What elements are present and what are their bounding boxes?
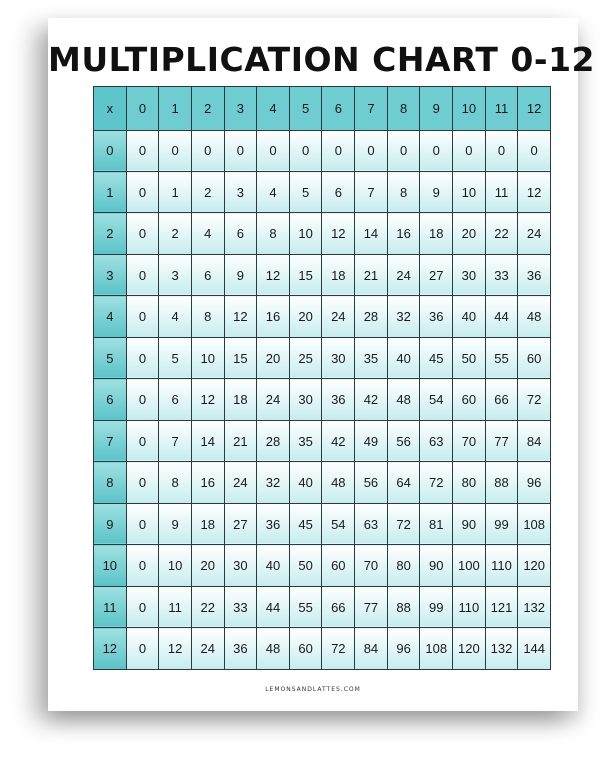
- table-row: [94, 254, 551, 295]
- product-cell: 4: [191, 213, 224, 254]
- product-cell: 42: [355, 379, 388, 420]
- product-cell: 54: [420, 379, 453, 420]
- product-cell: 48: [387, 379, 420, 420]
- product-cell: 40: [257, 545, 290, 586]
- product-cell: 50: [453, 337, 486, 378]
- product-cell: 0: [355, 130, 388, 171]
- product-cell: 80: [387, 545, 420, 586]
- product-cell: 66: [485, 379, 518, 420]
- product-cell: 0: [126, 503, 159, 544]
- product-cell: 72: [387, 503, 420, 544]
- table-row: [94, 213, 551, 254]
- product-cell: 121: [485, 586, 518, 627]
- product-cell: 12: [224, 296, 257, 337]
- product-cell: 0: [322, 130, 355, 171]
- row-header-9: 9: [94, 503, 127, 544]
- product-cell: 32: [387, 296, 420, 337]
- product-cell: 1: [159, 172, 192, 213]
- product-cell: 63: [420, 420, 453, 461]
- product-cell: 96: [518, 462, 551, 503]
- product-cell: 49: [355, 420, 388, 461]
- column-header-10: 10: [453, 87, 486, 131]
- row-header-11: 11: [94, 586, 127, 627]
- product-cell: 0: [126, 462, 159, 503]
- product-cell: 6: [322, 172, 355, 213]
- product-cell: 48: [518, 296, 551, 337]
- row-header-8: 8: [94, 462, 127, 503]
- column-header-4: 4: [257, 87, 290, 131]
- table-row: [94, 628, 551, 670]
- product-cell: 56: [355, 462, 388, 503]
- product-cell: 30: [322, 337, 355, 378]
- product-cell: 90: [420, 545, 453, 586]
- product-cell: 72: [322, 628, 355, 670]
- product-cell: 21: [355, 254, 388, 295]
- corner-cell: x: [94, 87, 127, 131]
- product-cell: 0: [126, 296, 159, 337]
- product-cell: 28: [355, 296, 388, 337]
- product-cell: 24: [257, 379, 290, 420]
- product-cell: 96: [387, 628, 420, 670]
- product-cell: 15: [224, 337, 257, 378]
- product-cell: 16: [387, 213, 420, 254]
- product-cell: 45: [420, 337, 453, 378]
- product-cell: 0: [257, 130, 290, 171]
- product-cell: 0: [126, 337, 159, 378]
- product-cell: 32: [257, 462, 290, 503]
- product-cell: 12: [518, 172, 551, 213]
- product-cell: 10: [289, 213, 322, 254]
- table-row: [94, 296, 551, 337]
- product-cell: 132: [485, 628, 518, 670]
- product-cell: 33: [224, 586, 257, 627]
- product-cell: 70: [355, 545, 388, 586]
- product-cell: 24: [191, 628, 224, 670]
- product-cell: 15: [289, 254, 322, 295]
- row-header-7: 7: [94, 420, 127, 461]
- product-cell: 0: [453, 130, 486, 171]
- product-cell: 33: [485, 254, 518, 295]
- product-cell: 55: [289, 586, 322, 627]
- product-cell: 88: [387, 586, 420, 627]
- product-cell: 70: [453, 420, 486, 461]
- product-cell: 22: [485, 213, 518, 254]
- product-cell: 22: [191, 586, 224, 627]
- product-cell: 20: [453, 213, 486, 254]
- product-cell: 0: [159, 130, 192, 171]
- column-header-2: 2: [191, 87, 224, 131]
- product-cell: 24: [322, 296, 355, 337]
- product-cell: 7: [159, 420, 192, 461]
- table-row: [94, 586, 551, 627]
- product-cell: 0: [126, 628, 159, 670]
- column-header-9: 9: [420, 87, 453, 131]
- product-cell: 9: [224, 254, 257, 295]
- page-title: MULTIPLICATION CHART 0-12: [48, 40, 596, 79]
- product-cell: 50: [289, 545, 322, 586]
- multiplication-table: [93, 86, 551, 670]
- row-header-1: 1: [94, 172, 127, 213]
- product-cell: 0: [126, 172, 159, 213]
- row-header-3: 3: [94, 254, 127, 295]
- product-cell: 77: [355, 586, 388, 627]
- column-header-3: 3: [224, 87, 257, 131]
- product-cell: 55: [485, 337, 518, 378]
- product-cell: 0: [126, 545, 159, 586]
- product-cell: 8: [387, 172, 420, 213]
- product-cell: 5: [159, 337, 192, 378]
- product-cell: 36: [420, 296, 453, 337]
- product-cell: 36: [224, 628, 257, 670]
- product-cell: 110: [453, 586, 486, 627]
- product-cell: 0: [485, 130, 518, 171]
- product-cell: 77: [485, 420, 518, 461]
- product-cell: 60: [322, 545, 355, 586]
- product-cell: 4: [159, 296, 192, 337]
- product-cell: 40: [453, 296, 486, 337]
- product-cell: 144: [518, 628, 551, 670]
- product-cell: 16: [191, 462, 224, 503]
- product-cell: 12: [257, 254, 290, 295]
- product-cell: 120: [453, 628, 486, 670]
- product-cell: 36: [322, 379, 355, 420]
- product-cell: 8: [257, 213, 290, 254]
- column-header-12: 12: [518, 87, 551, 131]
- product-cell: 25: [289, 337, 322, 378]
- product-cell: 35: [289, 420, 322, 461]
- product-cell: 56: [387, 420, 420, 461]
- product-cell: 6: [159, 379, 192, 420]
- product-cell: 108: [420, 628, 453, 670]
- column-header-6: 6: [322, 87, 355, 131]
- product-cell: 44: [257, 586, 290, 627]
- product-cell: 48: [322, 462, 355, 503]
- product-cell: 84: [355, 628, 388, 670]
- product-cell: 4: [257, 172, 290, 213]
- product-cell: 80: [453, 462, 486, 503]
- product-cell: 21: [224, 420, 257, 461]
- product-cell: 12: [159, 628, 192, 670]
- product-cell: 18: [191, 503, 224, 544]
- product-cell: 20: [257, 337, 290, 378]
- product-cell: 90: [453, 503, 486, 544]
- row-header-12: 12: [94, 628, 127, 670]
- product-cell: 14: [191, 420, 224, 461]
- product-cell: 20: [289, 296, 322, 337]
- product-cell: 11: [485, 172, 518, 213]
- product-cell: 42: [322, 420, 355, 461]
- table-row: [94, 545, 551, 586]
- table-row: [94, 379, 551, 420]
- product-cell: 12: [191, 379, 224, 420]
- product-cell: 99: [420, 586, 453, 627]
- column-header-11: 11: [485, 87, 518, 131]
- product-cell: 44: [485, 296, 518, 337]
- row-header-4: 4: [94, 296, 127, 337]
- product-cell: 28: [257, 420, 290, 461]
- column-header-0: 0: [126, 87, 159, 131]
- product-cell: 60: [289, 628, 322, 670]
- header-row: [94, 87, 551, 131]
- product-cell: 0: [126, 130, 159, 171]
- product-cell: 18: [224, 379, 257, 420]
- row-header-10: 10: [94, 545, 127, 586]
- product-cell: 24: [518, 213, 551, 254]
- product-cell: 72: [420, 462, 453, 503]
- product-cell: 0: [387, 130, 420, 171]
- product-cell: 0: [224, 130, 257, 171]
- product-cell: 8: [191, 296, 224, 337]
- product-cell: 24: [387, 254, 420, 295]
- product-cell: 9: [159, 503, 192, 544]
- product-cell: 27: [420, 254, 453, 295]
- product-cell: 84: [518, 420, 551, 461]
- product-cell: 0: [126, 586, 159, 627]
- product-cell: 11: [159, 586, 192, 627]
- product-cell: 72: [518, 379, 551, 420]
- row-header-6: 6: [94, 379, 127, 420]
- column-header-1: 1: [159, 87, 192, 131]
- product-cell: 14: [355, 213, 388, 254]
- product-cell: 40: [289, 462, 322, 503]
- product-cell: 108: [518, 503, 551, 544]
- product-cell: 0: [126, 254, 159, 295]
- product-cell: 63: [355, 503, 388, 544]
- product-cell: 2: [159, 213, 192, 254]
- product-cell: 3: [159, 254, 192, 295]
- product-cell: 0: [518, 130, 551, 171]
- product-cell: 99: [485, 503, 518, 544]
- column-header-5: 5: [289, 87, 322, 131]
- product-cell: 18: [322, 254, 355, 295]
- product-cell: 0: [126, 213, 159, 254]
- product-cell: 120: [518, 545, 551, 586]
- product-cell: 0: [420, 130, 453, 171]
- product-cell: 35: [355, 337, 388, 378]
- product-cell: 66: [322, 586, 355, 627]
- product-cell: 3: [224, 172, 257, 213]
- table-row: [94, 337, 551, 378]
- table-row: [94, 503, 551, 544]
- product-cell: 10: [159, 545, 192, 586]
- table-row: [94, 172, 551, 213]
- product-cell: 132: [518, 586, 551, 627]
- product-cell: 60: [453, 379, 486, 420]
- product-cell: 0: [289, 130, 322, 171]
- product-cell: 5: [289, 172, 322, 213]
- product-cell: 54: [322, 503, 355, 544]
- table-row: [94, 130, 551, 171]
- product-cell: 10: [453, 172, 486, 213]
- product-cell: 0: [126, 379, 159, 420]
- product-cell: 10: [191, 337, 224, 378]
- product-cell: 2: [191, 172, 224, 213]
- table-row: [94, 420, 551, 461]
- product-cell: 30: [224, 545, 257, 586]
- column-header-8: 8: [387, 87, 420, 131]
- product-cell: 48: [257, 628, 290, 670]
- product-cell: 18: [420, 213, 453, 254]
- site-footer: LEMONSANDLATTES.COM: [265, 686, 361, 693]
- product-cell: 110: [485, 545, 518, 586]
- product-cell: 88: [485, 462, 518, 503]
- product-cell: 6: [191, 254, 224, 295]
- product-cell: 8: [159, 462, 192, 503]
- product-cell: 60: [518, 337, 551, 378]
- row-header-5: 5: [94, 337, 127, 378]
- product-cell: 100: [453, 545, 486, 586]
- product-cell: 0: [126, 420, 159, 461]
- product-cell: 81: [420, 503, 453, 544]
- product-cell: 27: [224, 503, 257, 544]
- product-cell: 45: [289, 503, 322, 544]
- product-cell: 12: [322, 213, 355, 254]
- product-cell: 30: [289, 379, 322, 420]
- product-cell: 40: [387, 337, 420, 378]
- product-cell: 9: [420, 172, 453, 213]
- product-cell: 7: [355, 172, 388, 213]
- product-cell: 64: [387, 462, 420, 503]
- row-header-2: 2: [94, 213, 127, 254]
- column-header-7: 7: [355, 87, 388, 131]
- row-header-0: 0: [94, 130, 127, 171]
- product-cell: 0: [191, 130, 224, 171]
- product-cell: 16: [257, 296, 290, 337]
- product-cell: 24: [224, 462, 257, 503]
- product-cell: 36: [518, 254, 551, 295]
- product-cell: 6: [224, 213, 257, 254]
- product-cell: 30: [453, 254, 486, 295]
- product-cell: 20: [191, 545, 224, 586]
- product-cell: 36: [257, 503, 290, 544]
- table-row: [94, 462, 551, 503]
